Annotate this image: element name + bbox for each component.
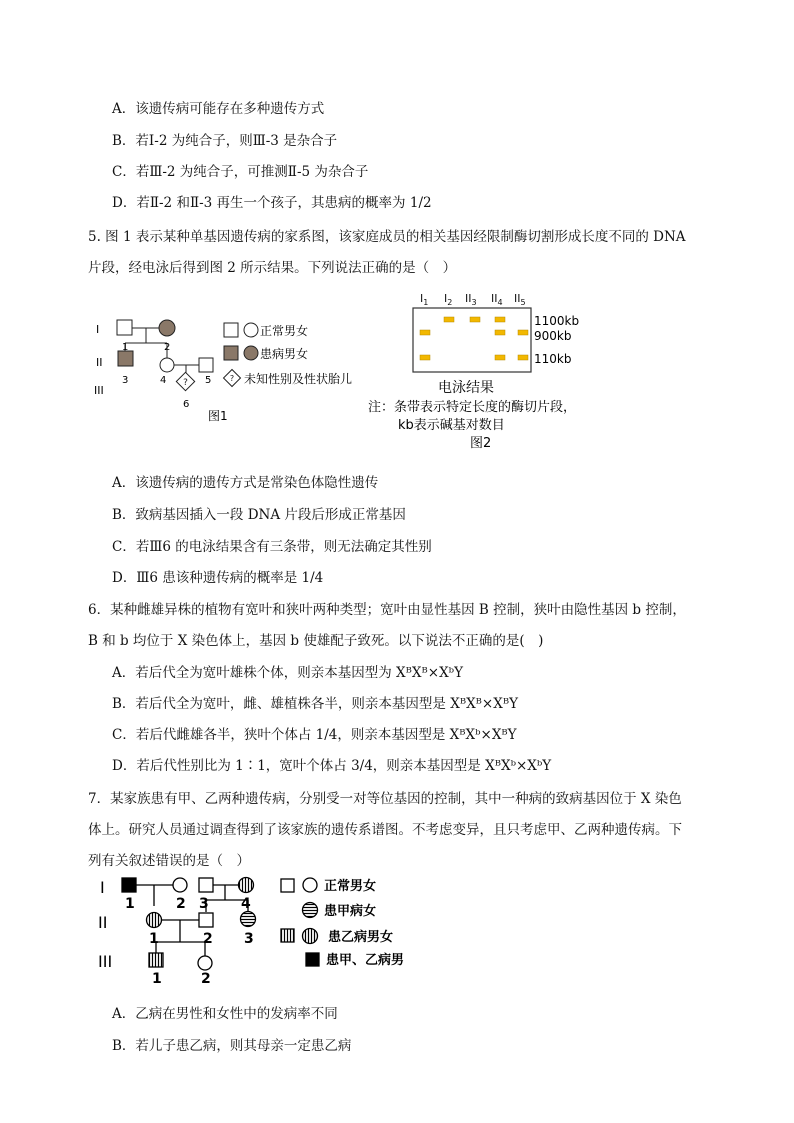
fig2-band <box>495 317 505 322</box>
fig2-caption: 图2 <box>470 436 492 451</box>
fig1-gen-ii-label: II <box>96 356 103 369</box>
q6-option-a: A．若后代全为宽叶雄株个体，则亲本基因型为 XᴮXᴮ×XᵇY <box>112 665 463 681</box>
fig1-legend-normal: 正常男女 <box>260 324 309 338</box>
fig1-num-3: 3 <box>122 375 129 386</box>
q7-gen-i-label: I <box>100 878 105 897</box>
q7-num-ii1: 1 <box>149 931 159 947</box>
fig1-num-1: 1 <box>122 342 129 353</box>
q7-num-ii2: 2 <box>203 931 213 947</box>
q5-figure1-pedigree <box>88 288 378 438</box>
q7-stem-line2: 体上。研究人员通过调查得到了该家族的遗传系谱图。不考虑变异，且只考虑甲、乙两种遗传病。下 <box>88 822 682 838</box>
fig2-lane-3: $II_3$ <box>465 292 477 307</box>
fig2-title: 电泳结果 <box>438 380 494 396</box>
fig2-band <box>420 330 430 335</box>
q6-option-d: D．若后代性别比为 1∶1，宽叶个体占 3/4，则亲本基因型是 XᴮXᵇ×XᵇY <box>112 758 552 774</box>
q6-stem-line2: B 和 b 均位于 X 染色体上，基因 b 使雄配子致死。以下说法不正确的是( ) <box>88 633 544 649</box>
q7-pedigree-figure <box>88 870 428 990</box>
fig2-band <box>495 330 505 335</box>
q5-option-b: B．致病基因插入一段 DNA 片段后形成正常基因 <box>112 507 406 523</box>
fig2-band <box>420 355 430 360</box>
fig1-num-2: 2 <box>164 342 171 353</box>
fig2-size-900: 900kb <box>534 329 572 343</box>
fig1-legend-affected: 患病男女 <box>260 347 309 361</box>
fig2-lane-4: $II_4$ <box>491 292 503 307</box>
fig2-size-110: 110kb <box>534 352 572 366</box>
fig2-note-line1: 注：条带表示特定长度的酶切片段， <box>368 400 577 415</box>
q7-stem-line1: 7．某家族患有甲、乙两种遗传病，分别受一对等位基因的控制，其中一种病的致病基因位于 X 染色 <box>88 791 682 807</box>
q5-option-a: A．该遗传病的遗传方式是常染色体隐性遗传 <box>112 475 379 491</box>
fig1-legend-unknown: 未知性别及性状胎儿 <box>244 372 353 386</box>
q7-legend-yi: 患乙病男女 <box>328 930 394 945</box>
q7-num-i3: 3 <box>199 896 209 912</box>
fig2-note-line2: kb表示碱基对数目 <box>398 418 505 433</box>
q7-gen-ii-label: II <box>98 913 108 932</box>
q7-legend-normal: 正常男女 <box>324 879 377 894</box>
q5-figure2-electrophoresis <box>360 285 620 460</box>
q7-option-a: A．乙病在男性和女性中的发病率不同 <box>112 1006 338 1022</box>
q7-num-iii1: 1 <box>152 971 162 987</box>
fig1-num-6: 6 <box>183 399 190 410</box>
q4-option-a: A．该遗传病可能存在多种遗传方式 <box>112 101 325 117</box>
fig2-lane-2: $I_2$ <box>444 292 453 307</box>
fig1-gen-iii-label: III <box>94 384 104 397</box>
fig2-lane-5: $II_5$ <box>514 292 526 307</box>
q6-option-b: B．若后代全为宽叶，雌、雄植株各半，则亲本基因型是 XᴮXᴮ×XᴮY <box>112 696 519 712</box>
fig2-band <box>518 355 528 360</box>
q5-option-d: D．Ⅲ6 患该种遗传病的概率是 1/4 <box>112 570 324 586</box>
q7-legend-both-male: 患甲、乙病男 <box>326 953 405 968</box>
fig1-gen-i-label: I <box>96 323 100 336</box>
q4-option-b: B．若Ⅰ-2 为纯合子，则Ⅲ-3 是杂合子 <box>112 133 338 149</box>
q6-stem-line1: 6．某种雌雄异株的植物有宽叶和狭叶两种类型；宽叶由显性基因 B 控制，狭叶由隐性基因 b 控制， <box>88 602 686 618</box>
q7-num-i1: 1 <box>125 896 135 912</box>
svg-text:?: ? <box>183 378 188 388</box>
q7-num-i2: 2 <box>176 896 186 912</box>
q7-legend-jia-female: 患甲病女 <box>324 904 377 919</box>
fig2-band <box>470 317 480 322</box>
fig1-caption: 图1 <box>208 409 228 423</box>
fig2-band <box>495 355 505 360</box>
fig1-num-5: 5 <box>205 375 212 386</box>
q7-gen-iii-label: III <box>98 952 113 971</box>
q5-stem-line1: 5. 图 1 表示某种单基因遗传病的家系图，该家庭成员的相关基因经限制酶切割形成长度不同的 DNA <box>88 229 686 245</box>
q5-stem-line2: 片段，经电泳后得到图 2 所示结果。下列说法正确的是（ ） <box>88 260 457 276</box>
q7-option-b: B．若儿子患乙病，则其母亲一定患乙病 <box>112 1038 352 1054</box>
fig2-band <box>444 317 454 322</box>
fig1-num-4: 4 <box>160 375 167 386</box>
fig2-size-1100: 1100kb <box>534 314 580 328</box>
q7-num-i4: 4 <box>241 896 251 912</box>
q7-num-ii3: 3 <box>244 931 254 947</box>
q4-option-c: C．若Ⅲ-2 为纯合子，可推测Ⅱ-5 为杂合子 <box>112 164 369 180</box>
q6-option-c: C．若后代雌雄各半，狭叶个体占 1/4，则亲本基因型是 XᴮXᵇ×XᴮY <box>112 727 517 743</box>
q4-option-d: D．若Ⅱ-2 和Ⅱ-3 再生一个孩子，其患病的概率为 1/2 <box>112 195 432 211</box>
fig2-band <box>518 330 528 335</box>
q5-option-c: C．若Ⅲ6 的电泳结果含有三条带，则无法确定其性别 <box>112 539 432 555</box>
q7-stem-line3: 列有关叙述错误的是（ ） <box>88 853 250 869</box>
svg-text:?: ? <box>229 374 235 383</box>
q7-num-iii2: 2 <box>201 971 211 987</box>
fig2-lane-1: $I_1$ <box>420 292 429 307</box>
